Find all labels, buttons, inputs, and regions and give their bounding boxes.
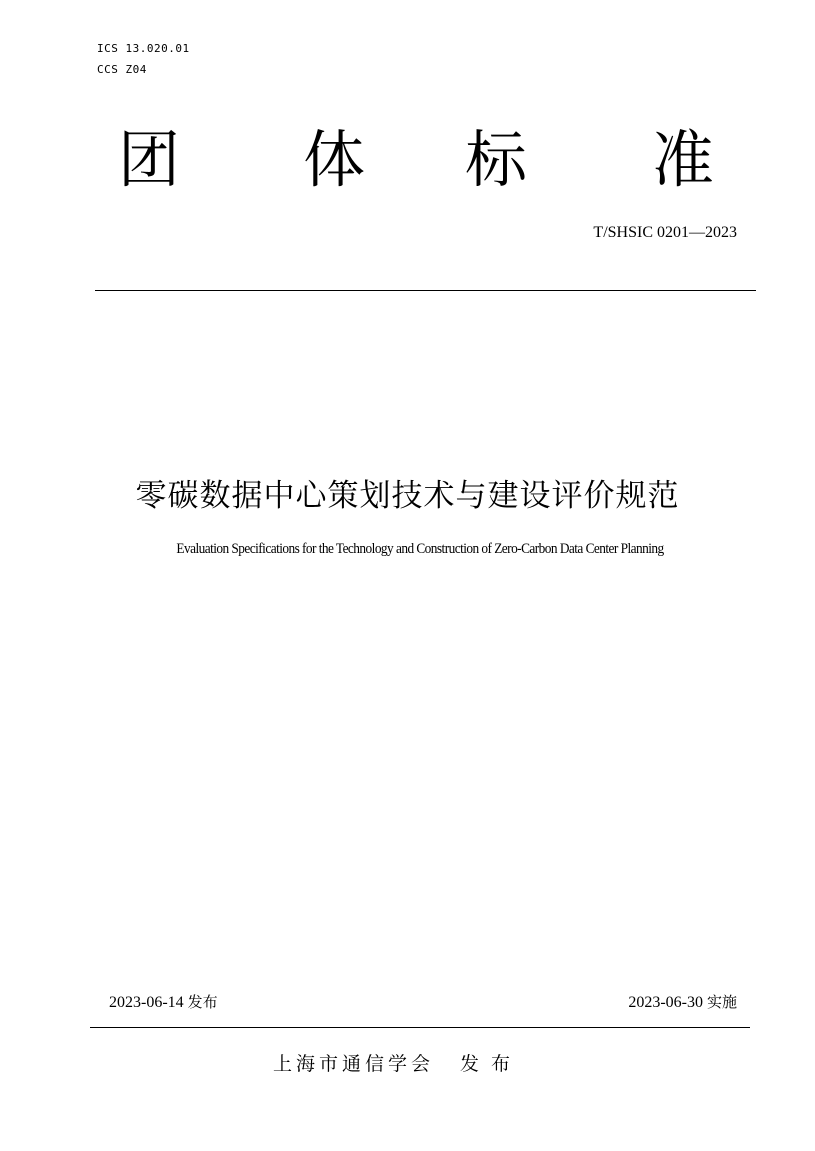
- implementation-label: 实施: [706, 993, 737, 1011]
- header-divider: [95, 290, 756, 291]
- standard-category-char-3: 标: [465, 123, 528, 196]
- publisher-line: [273, 1049, 522, 1076]
- issue-date: 2023-06-14: [109, 994, 184, 1011]
- implementation-date-block: [628, 991, 737, 1012]
- issue-label: 发布: [187, 993, 218, 1011]
- implementation-date: 2023-06-30: [628, 994, 703, 1011]
- issue-date-block: [109, 991, 218, 1012]
- footer-divider: [90, 1027, 750, 1028]
- publisher-name: 上海市通信学会: [273, 1053, 435, 1075]
- ccs-code: CCS Z04: [97, 63, 147, 76]
- document-title-zh: 零碳数据中心策划技术与建设评价规范: [135, 478, 680, 514]
- standard-category-char-2: 体: [303, 123, 366, 196]
- standard-category-char-4: 准: [652, 123, 715, 196]
- publisher-verb: 发布: [460, 1053, 523, 1075]
- ics-code: ICS 13.020.01: [97, 42, 190, 55]
- standard-category-char-1: 团: [118, 123, 181, 196]
- document-title-en: Evaluation Specifications for the Technology and Construction of Zero-Carbon Data Center Planning: [176, 541, 664, 557]
- standard-number: T/SHSIC 0201—2023: [593, 224, 737, 241]
